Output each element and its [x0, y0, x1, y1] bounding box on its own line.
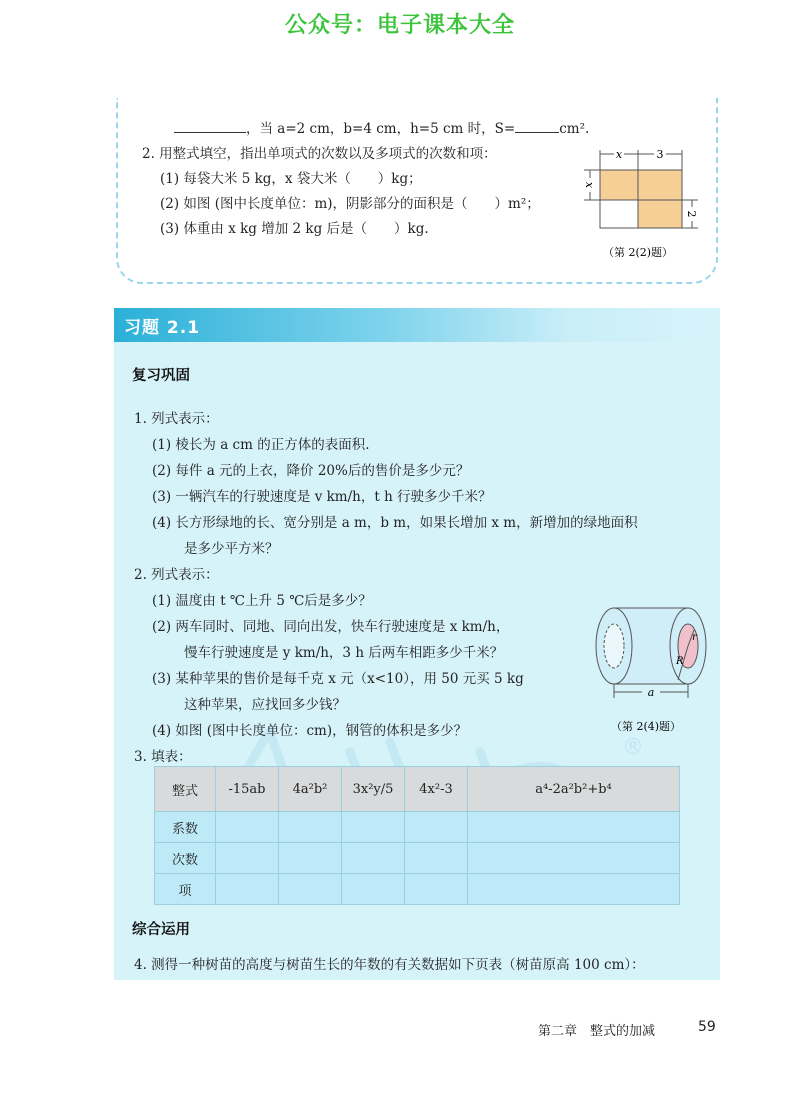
answer-blank	[515, 120, 559, 133]
area-figure	[582, 140, 702, 266]
table-header-row	[155, 767, 680, 812]
unshaded-cell	[600, 200, 638, 228]
empty-cell	[405, 843, 468, 874]
row-label: 项	[155, 874, 216, 905]
section-review: 复习巩固	[132, 368, 190, 384]
empty-cell	[468, 812, 680, 843]
empty-cell	[342, 874, 405, 905]
q1-stem: 1. 列式表示：	[134, 411, 219, 427]
answer-blank	[174, 120, 246, 133]
label-R: R	[676, 656, 684, 667]
fill-in-table	[154, 766, 680, 905]
q1-continuation-line: ，当 a=2 cm，b=4 cm，h=5 cm 时，S= cm².	[174, 120, 589, 138]
q2-item-4: (4) 如图 (图中长度单位：cm)，钢管的体积是多少？	[152, 723, 468, 739]
header-cell: 4a²b²	[279, 767, 342, 812]
figure-caption: （第 2(2)题）	[602, 246, 674, 259]
registered-mark: ®	[622, 735, 644, 760]
pipe-back-hole	[604, 624, 624, 668]
footer-chapter: 第二章 整式的加减	[538, 1024, 656, 1039]
q3-stem: 3. 填表：	[134, 749, 192, 765]
q2-stem: 2. 用整式填空，指出单项式的次数以及多项式的次数和项：	[142, 146, 497, 162]
q2-item-2: (2) 如图 (图中长度单位：m)，阴影部分的面积是（ ）m²；	[160, 196, 540, 212]
q1-item-4-cont: 是多少平方米？	[184, 541, 279, 557]
q2-item-1: (1) 温度由 t ℃上升 5 ℃后是多少？	[152, 593, 372, 609]
page-number: 59	[698, 1019, 716, 1035]
table-row	[155, 812, 680, 843]
header-cell: 4x²-3	[405, 767, 468, 812]
header-cell: 3x²y/5	[342, 767, 405, 812]
table-row	[155, 874, 680, 905]
header-cell: a⁴-2a²b²+b⁴	[468, 767, 680, 812]
table-row	[155, 843, 680, 874]
q2-item-2-cont: 慢车行驶速度是 y km/h，3 h 后两车相距多少千米？	[184, 645, 504, 661]
empty-cell	[216, 874, 279, 905]
pipe-caption: （第 2(4)题）	[610, 720, 682, 733]
shaded-cell	[638, 170, 682, 200]
row-label: 次数	[155, 843, 216, 874]
q1-item-2: (2) 每件 a 元的上衣，降价 20%后的售价是多少元？	[152, 463, 470, 479]
header-cell: -15ab	[216, 767, 279, 812]
row-label: 系数	[155, 812, 216, 843]
q1-item-1: (1) 棱长为 a cm 的正方体的表面积.	[152, 437, 370, 453]
label-x-top: x	[615, 148, 623, 161]
header-cell: 整式	[155, 767, 216, 812]
q2-item-3: (3) 体重由 x kg 增加 2 kg 后是（ ）kg.	[160, 221, 429, 237]
q2-stem: 2. 列式表示：	[134, 567, 219, 583]
shaded-cell	[600, 170, 638, 200]
exercise-title: 习题 2.1	[124, 318, 201, 338]
label-a: a	[647, 686, 655, 699]
empty-cell	[279, 843, 342, 874]
q1-item-4: (4) 长方形绿地的长、宽分别是 a m，b m，如果长增加 x m，新增加的绿地面积	[152, 515, 638, 531]
section-application: 综合运用	[132, 922, 190, 938]
q2-item-2: (2) 两车同时、同地、同向出发，快车行驶速度是 x km/h，	[152, 619, 510, 635]
exercise-title-bar	[114, 308, 720, 342]
label-r: r	[692, 632, 697, 643]
empty-cell	[405, 812, 468, 843]
steel-pipe-figure	[586, 598, 712, 744]
q2-item-1: (1) 每袋大米 5 kg，x 袋大米（ ）kg；	[160, 171, 422, 187]
label-3: 3	[656, 148, 664, 161]
empty-cell	[405, 874, 468, 905]
empty-cell	[468, 874, 680, 905]
label-2: 2	[685, 210, 698, 218]
q4-stem: 4. 测得一种树苗的高度与树苗生长的年数的有关数据如下页表（树苗原高 100 cm）：	[134, 957, 645, 973]
empty-cell	[216, 843, 279, 874]
empty-cell	[468, 843, 680, 874]
q2-item-3: (3) 某种苹果的售价是每千克 x 元（x<10），用 50 元买 5 kg	[152, 671, 524, 687]
header-title: 公众号：电子课本大全	[284, 13, 515, 38]
empty-cell	[216, 812, 279, 843]
shaded-cell	[638, 200, 682, 228]
empty-cell	[279, 874, 342, 905]
q1-item-3: (3) 一辆汽车的行驶速度是 v km/h，t h 行驶多少千米？	[152, 489, 492, 505]
empty-cell	[342, 812, 405, 843]
empty-cell	[342, 843, 405, 874]
q2-item-3-cont: 这种苹果，应找回多少钱？	[184, 697, 346, 713]
label-x-side: x	[583, 181, 596, 189]
empty-cell	[279, 812, 342, 843]
